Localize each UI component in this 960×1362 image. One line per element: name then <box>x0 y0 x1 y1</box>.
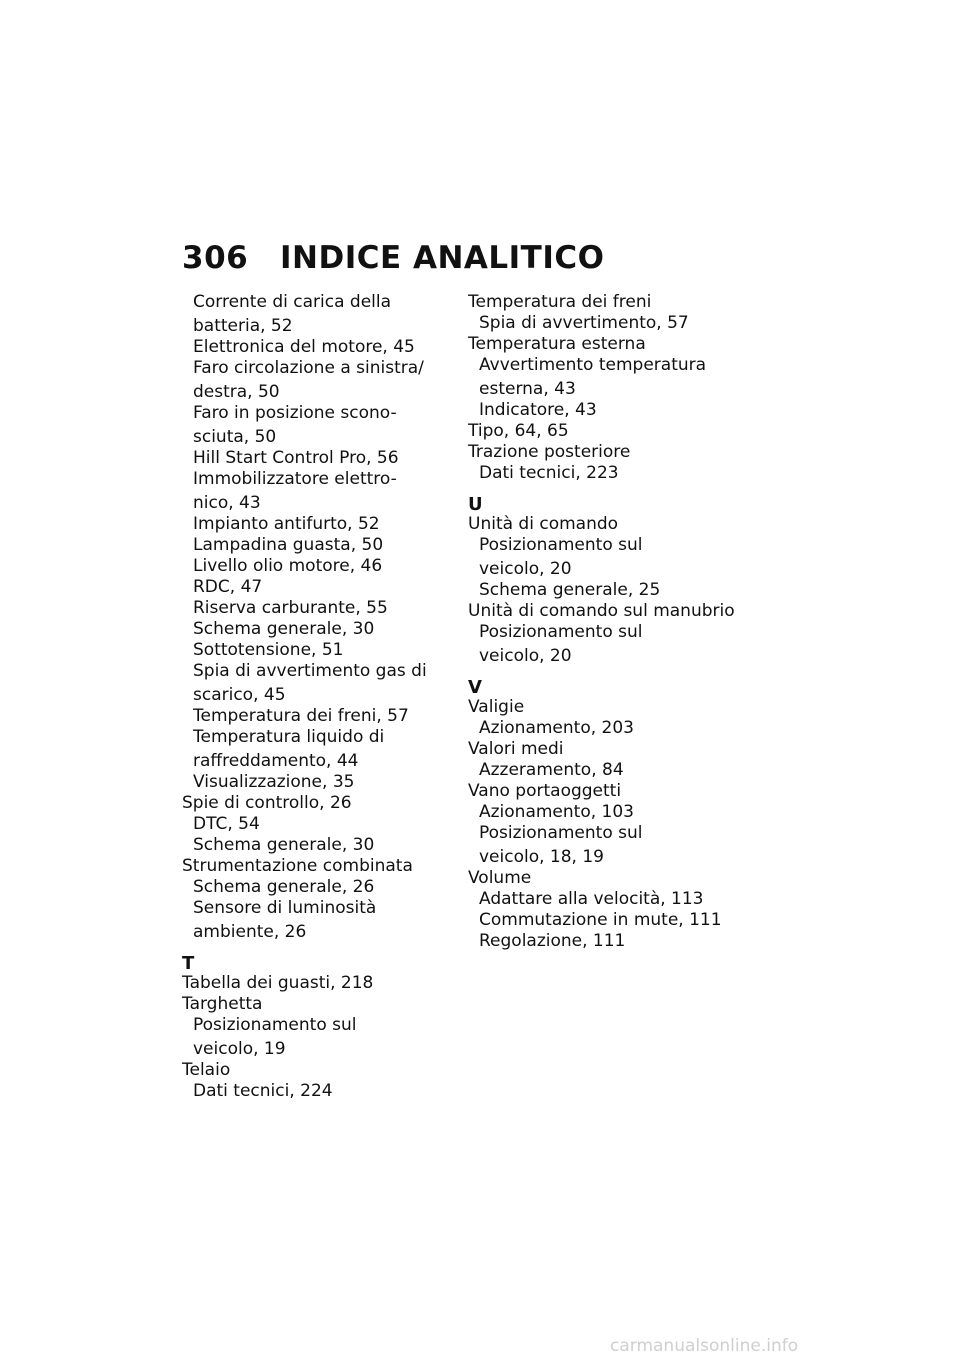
index-entry-sub: Riserva carburante, 55 <box>193 598 388 618</box>
index-entry-sub: DTC, 54 <box>193 814 260 834</box>
index-entry-sub: Posizionamento sul <box>193 1015 357 1035</box>
index-entry-sub: Dati tecnici, 223 <box>479 463 619 483</box>
index-entry-sub: Schema generale, 30 <box>193 835 375 855</box>
page-number: 306 <box>182 240 249 276</box>
index-entry-sub: Schema generale, 30 <box>193 619 375 639</box>
index-entry-continuation: ambiente, 26 <box>193 922 307 942</box>
page-title <box>182 240 604 276</box>
index-entry-continuation: sciuta, 50 <box>193 427 277 447</box>
index-entry-sub: Lampadina guasta, 50 <box>193 535 384 555</box>
index-entry-continuation: scarico, 45 <box>193 685 286 705</box>
index-entry-sub: Impianto antifurto, 52 <box>193 514 380 534</box>
index-entry-continuation: veicolo, 18, 19 <box>479 847 604 867</box>
index-entry-main: Strumentazione combinata <box>182 856 413 876</box>
index-entry-continuation: nico, 43 <box>193 493 261 513</box>
index-entry-sub: Elettronica del motore, 45 <box>193 337 415 357</box>
index-entry-main: Tabella dei guasti, 218 <box>182 973 374 993</box>
watermark[interactable]: carmanualsonline.info <box>610 1336 799 1356</box>
index-entry-sub: Indicatore, 43 <box>479 400 597 420</box>
index-entry-sub: Sensore di luminosità <box>193 898 377 918</box>
index-entry-continuation: veicolo, 19 <box>193 1039 286 1059</box>
index-entry-sub: Spia di avvertimento, 57 <box>479 313 689 333</box>
index-entry-main: Temperatura dei freni <box>468 292 652 312</box>
index-letter-heading: V <box>468 677 482 698</box>
index-entry-sub: Posizionamento sul <box>479 823 643 843</box>
index-entry-sub: Spia di avvertimento gas di <box>193 661 427 681</box>
index-entry-sub: Corrente di carica della <box>193 292 392 312</box>
index-entry-main: Vano portaoggetti <box>468 781 622 801</box>
section-title: INDICE ANALITICO <box>280 240 605 276</box>
index-entry-main: Unità di comando <box>468 514 619 534</box>
index-entry-continuation: destra, 50 <box>193 382 280 402</box>
index-entry-sub: Faro circolazione a sinistra/ <box>193 358 424 378</box>
index-entry-sub: Commutazione in mute, 111 <box>479 910 722 930</box>
index-entry-continuation: veicolo, 20 <box>479 559 572 579</box>
index-entry-sub: Azionamento, 203 <box>479 718 634 738</box>
index-column-left <box>182 292 444 1102</box>
index-letter-heading: T <box>182 953 195 974</box>
index-entry-sub: Schema generale, 26 <box>193 877 375 897</box>
index-entry-sub: Dati tecnici, 224 <box>193 1081 333 1101</box>
index-entry-main: Spie di controllo, 26 <box>182 793 352 813</box>
index-entry-sub: Temperatura liquido di <box>193 727 385 747</box>
index-entry-sub: Regolazione, 111 <box>479 931 626 951</box>
index-entry-sub: Hill Start Control Pro, 56 <box>193 448 399 468</box>
index-entry-main: Valigie <box>468 697 525 717</box>
index-entry-sub: Immobilizzatore elettro- <box>193 469 397 489</box>
index-entry-sub: Temperatura dei freni, 57 <box>193 706 409 726</box>
index-entry-sub: Sottotensione, 51 <box>193 640 344 660</box>
index-entry-main: Volume <box>468 868 532 888</box>
index-column-right <box>468 292 768 952</box>
index-entry-main: Tipo, 64, 65 <box>468 421 569 441</box>
index-entry-main: Targhetta <box>182 994 263 1014</box>
index-entry-sub: Livello olio motore, 46 <box>193 556 383 576</box>
index-entry-sub: Schema generale, 25 <box>479 580 661 600</box>
index-entry-sub: Azzeramento, 84 <box>479 760 624 780</box>
index-entry-sub: Posizionamento sul <box>479 535 643 555</box>
index-entry-continuation: raffreddamento, 44 <box>193 751 359 771</box>
index-entry-main: Temperatura esterna <box>468 334 646 354</box>
index-entry-sub: Visualizzazione, 35 <box>193 772 355 792</box>
index-entry-sub: Avvertimento temperatura <box>479 355 707 375</box>
index-entry-main: Telaio <box>182 1060 231 1080</box>
index-entry-sub: Adattare alla velocità, 113 <box>479 889 704 909</box>
index-entry-sub: RDC, 47 <box>193 577 263 597</box>
index-entry-sub: Faro in posizione scono- <box>193 403 397 423</box>
index-entry-main: Unità di comando sul manubrio <box>468 601 735 621</box>
index-entry-continuation: esterna, 43 <box>479 379 576 399</box>
index-entry-continuation: veicolo, 20 <box>479 646 572 666</box>
index-entry-sub: Azionamento, 103 <box>479 802 634 822</box>
index-entry-sub: Posizionamento sul <box>479 622 643 642</box>
index-letter-heading: U <box>468 494 483 515</box>
index-entry-main: Valori medi <box>468 739 564 759</box>
index-entry-main: Trazione posteriore <box>468 442 631 462</box>
index-entry-continuation: batteria, 52 <box>193 316 293 336</box>
